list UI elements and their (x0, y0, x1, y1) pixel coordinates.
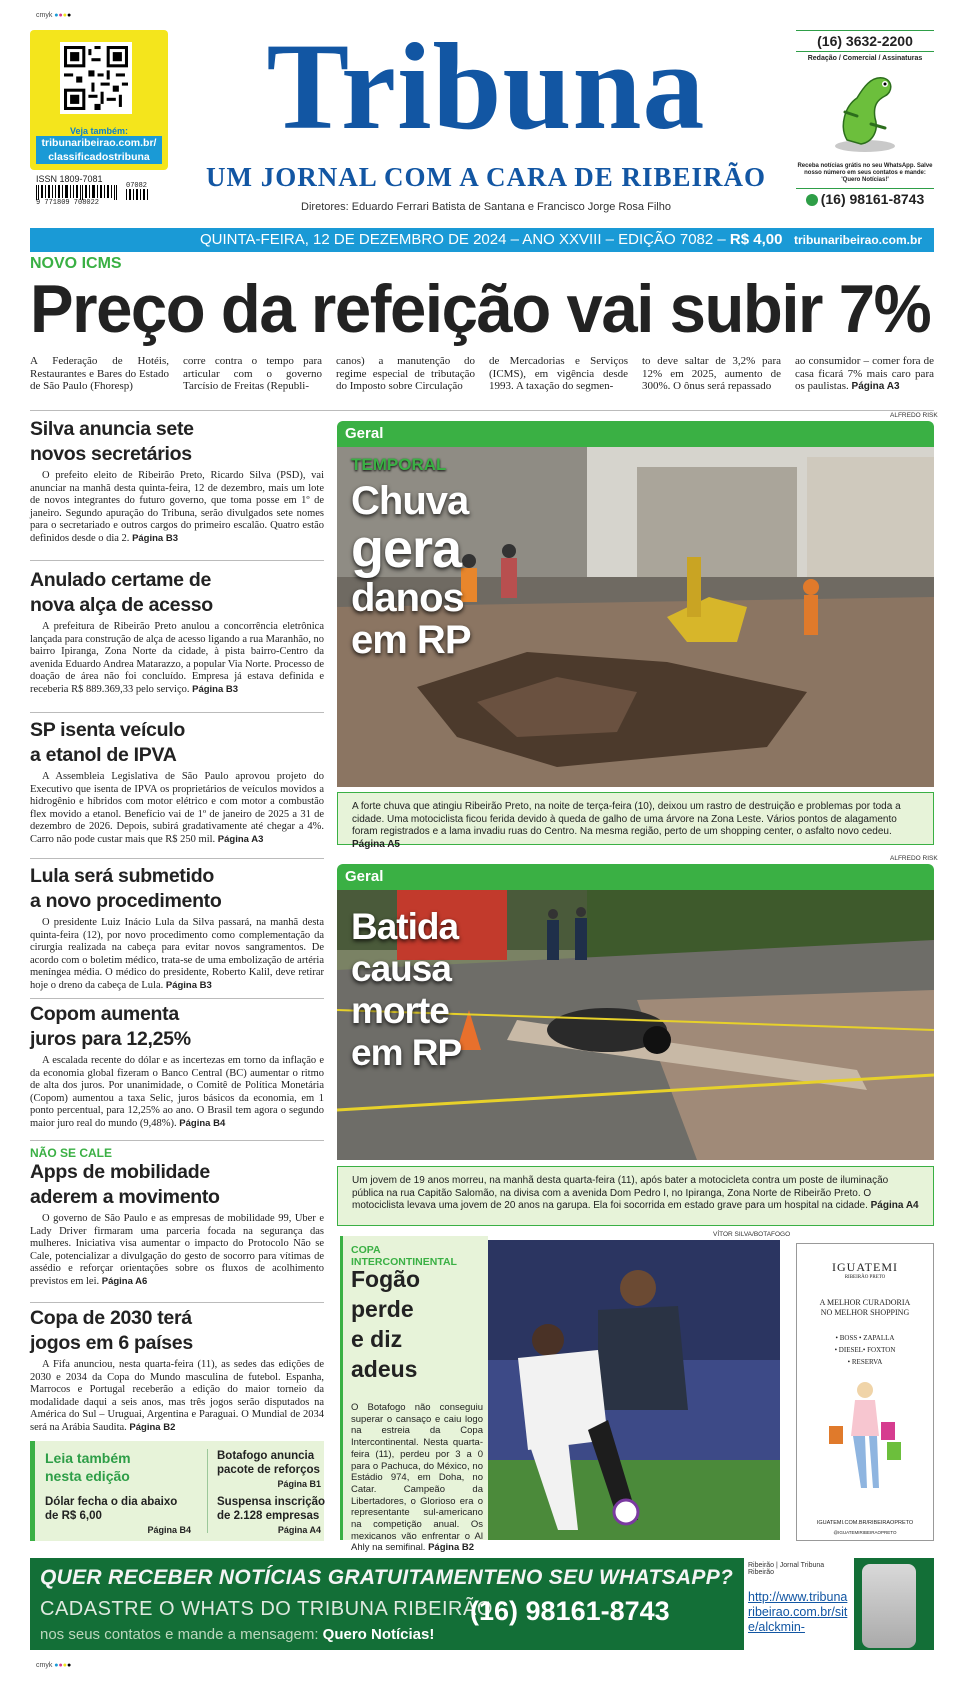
photo-headline: em RP (351, 618, 471, 662)
read-more-title: Leia também nesta edição (45, 1450, 131, 1484)
page-ref[interactable]: Página B3 (165, 979, 212, 991)
lead-headline[interactable]: Preço da refeição vai subir 7% (30, 271, 931, 347)
story-headline: Copom aumenta juros para 12,25% (30, 1003, 191, 1050)
story-body: A escalada recente do dólar e as incertezas em torno da inflação e da economia global fizeram o Banco Central (BC) aumentar o ritmo de alta dos juros. Por unanimidade, o Comitê de Política Monetária (Copom) aumentou a taxa Selic, juros básicos da economia, em 1 ponto percentual, para 12,25% ao ano. O Brasil tem agora o segundo maior juro real do mundo (9,48%). Página B4 (30, 1055, 324, 1129)
story-copa2030[interactable] (30, 1306, 324, 1434)
lead-col-6-text: ao consumidor – comer fora de casa ficará 7% mais caro para os paulistas. (795, 355, 934, 392)
page-ref[interactable]: Página A3 (217, 833, 264, 845)
story-alca[interactable] (30, 568, 324, 696)
photo-headline: danos (351, 576, 464, 620)
tagline: UM JORNAL COM A CARA DE RIBEIRÃO (205, 162, 767, 192)
lead-page-ref[interactable]: Página A3 (851, 381, 900, 392)
page-ref[interactable]: Página B4 (179, 1117, 226, 1129)
story-silva[interactable] (30, 417, 324, 545)
read-more-item[interactable]: Suspensa inscrição de 2.128 empresas (217, 1496, 326, 1522)
qr-link-1[interactable]: tribunaribeirao.com.br/ (36, 136, 162, 150)
story-headline: Lula será submetido a novo procedimento (30, 865, 222, 912)
lead-col-5: to deve saltar de 3,2% para 12% em 2025, aumento de 300%. O ônus será repassado (642, 355, 781, 392)
photo-batida[interactable] (337, 890, 934, 1160)
banner-phone[interactable]: (16) 98161-8743 (470, 1596, 670, 1626)
story-headline: Anulado certame de nova alça de acesso (30, 569, 213, 616)
lead-col-2: corre contra o tempo para articular com o governo Tarcísio de Freitas (Republi- (183, 355, 322, 392)
read-more-item[interactable]: Botafogo anuncia pacote de reforços (217, 1450, 320, 1476)
divider (30, 998, 324, 999)
page-ref[interactable]: Página B3 (132, 532, 178, 544)
date-line: QUINTA-FEIRA, 12 DE DEZEMBRO DE 2024 – ANO XXVIII – EDIÇÃO 7082 – (200, 231, 726, 248)
price: R$ 4,00 (729, 231, 783, 248)
section-tab-geral[interactable]: Geral (337, 864, 934, 890)
read-more-box (30, 1441, 324, 1541)
masthead-logo[interactable]: Tribuna (266, 18, 706, 155)
photo-credit: VÍTOR SILVA/BOTAFOGO (713, 1231, 791, 1238)
site-link[interactable]: tribunaribeirao.com.br (793, 233, 922, 247)
ad-city: RIBEIRÃO PRETO (844, 1275, 886, 1280)
sports-body: O Botafogo não conseguiu superar o cansaço e caiu logo na estreia da Copa Intercontinental. Nesta quarta-feira (11), perdeu por 3 a 0 para o Pachuca, do México, no Estádio 974, em Doha, no Catar. Campeão da Libertadores, o Glorioso era o representante sul-americano na competição anual. Os mexicanos vão enfrentar o Al Ahly na semifinal. Página B2 (351, 1402, 483, 1554)
divider (30, 560, 324, 561)
cmyk-mark: cmyk ●●●● (36, 12, 72, 19)
shopping-figure-icon (825, 1376, 905, 1496)
story-body: A Fifa anunciou, nesta quarta-feira (11), as sedes das edições de 2030 e 2034 da Copa do Mundo masculina de futebol. Espanha, Marrocos e Portugal receberão a edição do maior torneio da modalidade daqui a seis anos, mas três jogos serão disputados na América do Sul – Uruguai, Argentina e Paraguai. O Mundial de 2034 será na Arábia Saudita. Página B2 (30, 1359, 324, 1433)
phone-main[interactable]: (16) 3632-2200 (796, 30, 934, 52)
directors: Diretores: Eduardo Ferrari Batista de Santana e Francisco Jorge Rosa Filho (301, 201, 671, 213)
lead-col-4: de Mercadorias e Serviços (ICMS), em vigência desde 1993. A taxação do segmen- (489, 355, 628, 392)
story-body: O governo de São Paulo e as empresas de mobilidade 99, Uber e Lady Driver firmaram uma parceria focada na segurança das mulheres. Iniciativa visa aumentar o impacto do Protocolo Não se Cale, potencializar a divulgação do gesto de socorro para vítimas de assédio e reforçar orientações sobre os fluxos de acolhimento previstos em lei. Página A6 (30, 1213, 324, 1287)
qr-code-icon (64, 46, 128, 110)
whatsapp-icon (806, 194, 818, 206)
ad-url[interactable]: IGUATEMI.COM.BR/RIBEIRAOPRETO (816, 1520, 914, 1526)
qr-caption-label: Veja também: (69, 126, 129, 136)
phone-sub: Redação / Comercial / Assinaturas (807, 55, 923, 62)
phone-whatsapp[interactable] (796, 188, 934, 207)
lead-columns (30, 355, 934, 394)
banner-side-title: Ribeirão | Jornal Tribuna Ribeirão (748, 1562, 825, 1576)
story-headline: Copa de 2030 terá jogos em 6 países (30, 1307, 193, 1354)
banner-side (744, 1558, 854, 1650)
ad-iguatemi[interactable] (796, 1243, 934, 1541)
photo-headline: Chuva (351, 479, 469, 523)
section-tab-geral[interactable]: Geral (337, 421, 934, 447)
page-ref[interactable]: Página B3 (192, 683, 239, 695)
date-band (30, 228, 934, 252)
gecko-mascot-icon (827, 66, 903, 154)
phone-whatsapp-number: (16) 98161-8743 (820, 191, 925, 207)
lead-col-1: A Federação de Hotéis, Restaurantes e Bares do Estado de São Paulo (Fhoresp) (30, 355, 169, 392)
issn: ISSN 1809-7081 (36, 174, 103, 184)
page-ref[interactable]: Página A5 (352, 838, 400, 850)
read-more-page[interactable]: Página A4 (277, 1525, 321, 1535)
photo-football[interactable] (488, 1240, 780, 1540)
photo-headline: gera (351, 519, 462, 579)
page-ref[interactable]: Página B2 (428, 1542, 475, 1554)
story-copom[interactable] (30, 1002, 324, 1130)
read-more-page[interactable]: Página B4 (147, 1525, 191, 1535)
photo-caption: Um jovem de 19 anos morreu, na manhã desta quarta-feira (11), após bater a motocicleta contra um poste de iluminação pública na rua Capitão Salomão, na divisa com a avenida Dom Pedro I, no Ipiranga, Zona Norte de Ribeirão Preto. O motociclista levava uma jovem de 20 anos na garupa. Ela foi socorrida em estado grave para um hospital na cidade. Página A4 (337, 1166, 934, 1226)
banner-side-link[interactable]: http://www.tribunaribeirao.com.br/site/alckmin- (748, 1590, 848, 1634)
photo-caption: A forte chuva que atingiu Ribeirão Preto, na noite de terça-feira (10), deixou um rastro de destruição e problemas por toda a cidade. Uma motociclista ficou ferida devido à queda de galho de uma árvore na Zona Leste. Vários pontos de alagamento foram registrados e a lama invadiu ruas do Centro. Na mesma região, perto de um shopping center, o asfalto novo cedeu. Página A5 (337, 792, 934, 845)
date-text (200, 228, 782, 252)
story-headline: Silva anuncia sete novos secretários (30, 418, 194, 465)
page-ref[interactable]: Página A4 (870, 1200, 919, 1211)
page-ref[interactable]: Página B2 (129, 1421, 176, 1433)
sports-kicker: COPA INTERCONTINENTAL (351, 1244, 457, 1268)
banner-line-2: CADASTRE O WHATS DO TRIBUNA RIBEIRÃO (40, 1598, 493, 1620)
story-body: O presidente Luiz Inácio Lula da Silva passará, na manhã desta quinta-feira (12), por novo procedimento como complementação da cirurgia realizada na cabeça para evitar novos sangramentos. De acordo com o boletim médico, trata-se de uma embolização de artéria meníngea média. O médico do presidente, Roberto Kalil, deve retirar hoje o dreno da cabeça de Lula. Página B3 (30, 917, 324, 991)
story-lula[interactable] (30, 864, 324, 992)
story-headline: SP isenta veículo a etanol de IPVA (30, 719, 185, 766)
divider (30, 410, 934, 411)
divider (30, 1140, 324, 1141)
photo-chuva[interactable] (337, 447, 934, 787)
barcode (36, 182, 166, 207)
photo-kicker: TEMPORAL (351, 455, 447, 474)
whatsapp-note: Receba notícias grátis no seu WhatsApp. Salve nosso número em seus contatos e mande: 'Quero Notícias!' (797, 163, 933, 183)
qr-box[interactable] (30, 30, 168, 170)
ad-brands: • BOSS • ZAPALLA • DIESEL• FOXTON • RESERVA (834, 1334, 896, 1366)
photo-headline: Batida causa morte em RP (351, 906, 462, 1073)
divider (30, 712, 324, 713)
qr-caption (36, 126, 162, 164)
lead-col-6 (795, 355, 934, 394)
ad-tagline: A MELHOR CURADORIA NO MELHOR SHOPPING (819, 1298, 911, 1317)
story-body: A prefeitura de Ribeirão Preto anulou a concorrência eletrônica lançada para construção de alça de acesso ligando a rua Maranhão, no bairro Ipiranga, Zona Norte da cidade, à pista bairro-Centro da avenida Eduardo Andrea Matarazzo, a popular Via Norte. Processo de doação de área não foi concluído. Empresa já estava definida e receberia R$ 889.369,33 pelo serviço. Página B3 (30, 621, 324, 695)
phone-mockup-icon (862, 1564, 916, 1648)
contact-box (796, 30, 934, 214)
story-ipva[interactable] (30, 718, 324, 846)
sports-panel[interactable] (340, 1236, 488, 1554)
lead-col-3: canos) a manutenção do regime especial de tributação do Imposto sobre Circulação (336, 355, 475, 392)
divider (30, 858, 324, 859)
read-more-page[interactable]: Página B1 (277, 1479, 321, 1489)
story-headline: Apps de mobilidade aderem a movimento (30, 1161, 220, 1208)
ad-instagram[interactable]: @IGUATEMIRIBEIRAOPRETO (833, 1530, 897, 1535)
divider (30, 1302, 324, 1303)
story-apps[interactable] (30, 1146, 324, 1288)
qr-code[interactable] (60, 42, 132, 114)
sports-headline: Fogão perde e diz adeus (351, 1266, 420, 1382)
banner-line-3: nos seus contatos e mande a mensagem: Quero Notícias! (40, 1626, 435, 1643)
ad-logo: IGUATEMI (832, 1260, 898, 1274)
divider (207, 1449, 208, 1533)
story-body: O prefeito eleito de Ribeirão Preto, Ricardo Silva (PSD), vai anunciar na manhã desta quinta-feira, 12 de dezembro, mais um lote de novos integrantes do futuro governo, que toma posse em 1º de janeiro. Segundo apuração do Tribuna, serão divulgados sete nomes para o secretariado e outros cargos do primeiro escalão. Quatro estão definidos desde o dia 2. Página B3 (30, 470, 324, 544)
barcode-addon: 07082 (126, 182, 148, 190)
page-ref[interactable]: Página A6 (101, 1275, 148, 1287)
photo-credit: ALFREDO RISK (890, 855, 938, 862)
barcode-digits: 9 771809 708022 (36, 199, 100, 207)
story-kicker: NÃO SE CALE (30, 1146, 113, 1160)
story-body: A Assembleia Legislativa de São Paulo aprovou projeto do Executivo que isenta de IPVA os proprietários de veículos movidos a hidrogênio e híbridos com motor elétrico e com motor a combustão flex movido a etanol. Benefício vai de 1º de janeiro de 2025 a 31 de dezembro de 2026. Depois, subirá gradativamente até chegar a 4%. Carro não pode custar mais que R$ 250 mil. Página A3 (30, 771, 324, 845)
read-more-item[interactable]: Dólar fecha o dia abaixo de R$ 6,00 (45, 1496, 178, 1522)
cmyk-mark: cmyk ●●●● (36, 1662, 72, 1669)
lead-kicker: NOVO ICMS (30, 255, 122, 272)
qr-link-2[interactable]: classificadostribuna (36, 150, 162, 164)
photo-credit: ALFREDO RISK (890, 412, 938, 419)
banner-line-1: QUER RECEBER NOTÍCIAS GRATUITAMENTENO SEU WHATSAPP? (40, 1566, 734, 1589)
whatsapp-banner[interactable] (30, 1558, 934, 1650)
football-photo (488, 1240, 780, 1540)
